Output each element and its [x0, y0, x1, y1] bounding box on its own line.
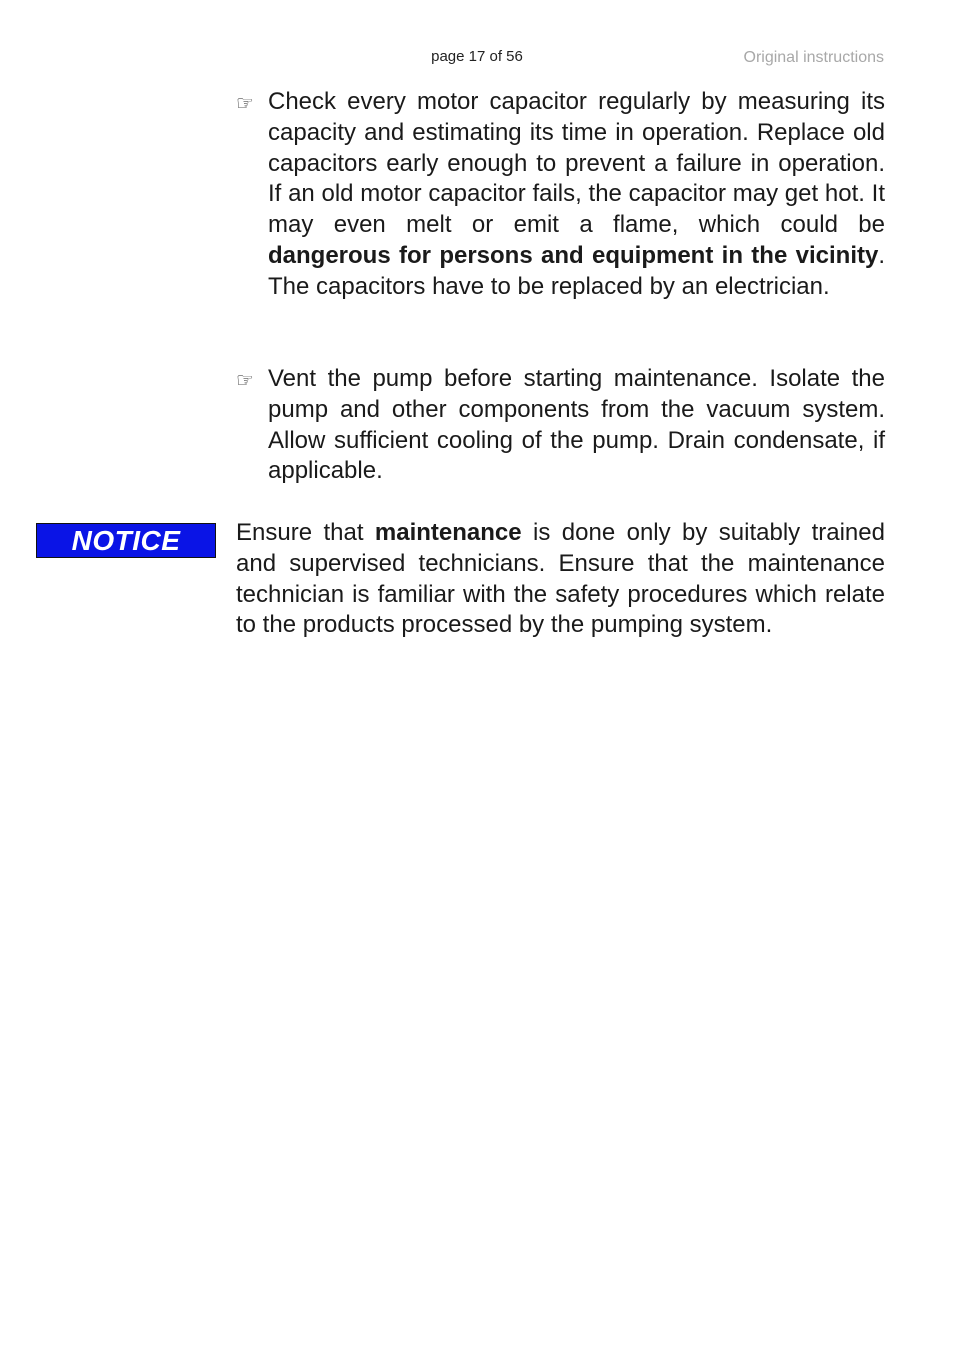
text-run: Vent the pump before starting maintenance. Isolate the pump and other components from the vacuum system. Allow sufficient cooling of the pump. Drain condensate, if applicable. [268, 365, 885, 485]
list-item [236, 87, 885, 303]
text-run: is done only by suitably trained and supervised technicians. Ensure that the maintenance technician is familiar with the safety procedures which relate to the products processed by the pumping system. [236, 519, 885, 639]
pointing-hand-icon: ☞ [236, 93, 254, 115]
bullet-text [268, 87, 885, 303]
list-item [236, 364, 885, 487]
text-run: Check every motor capacitor regularly by measuring its capacity and estimating its time in operation. Replace old capacitors early enough to prevent a failure in operation. If an old motor capacitor fails, the capacitor may get hot. It may even melt or emit a flame, which could be [268, 88, 885, 239]
notice-text [236, 518, 885, 641]
notice-badge: NOTICE [36, 523, 216, 558]
text-run: . The capacitors have to be replaced by an electrician. [268, 241, 885, 300]
page-number: page 17 of 56 [431, 48, 523, 65]
bullet-text [268, 364, 885, 487]
emphasis-text: dangerous for persons and equipment in the vicinity [268, 241, 879, 269]
text-run: Ensure that [236, 519, 375, 546]
pointing-hand-icon: ☞ [236, 370, 254, 392]
emphasis-text: maintenance [374, 519, 522, 546]
document-type-label: Original instructions [743, 49, 884, 66]
